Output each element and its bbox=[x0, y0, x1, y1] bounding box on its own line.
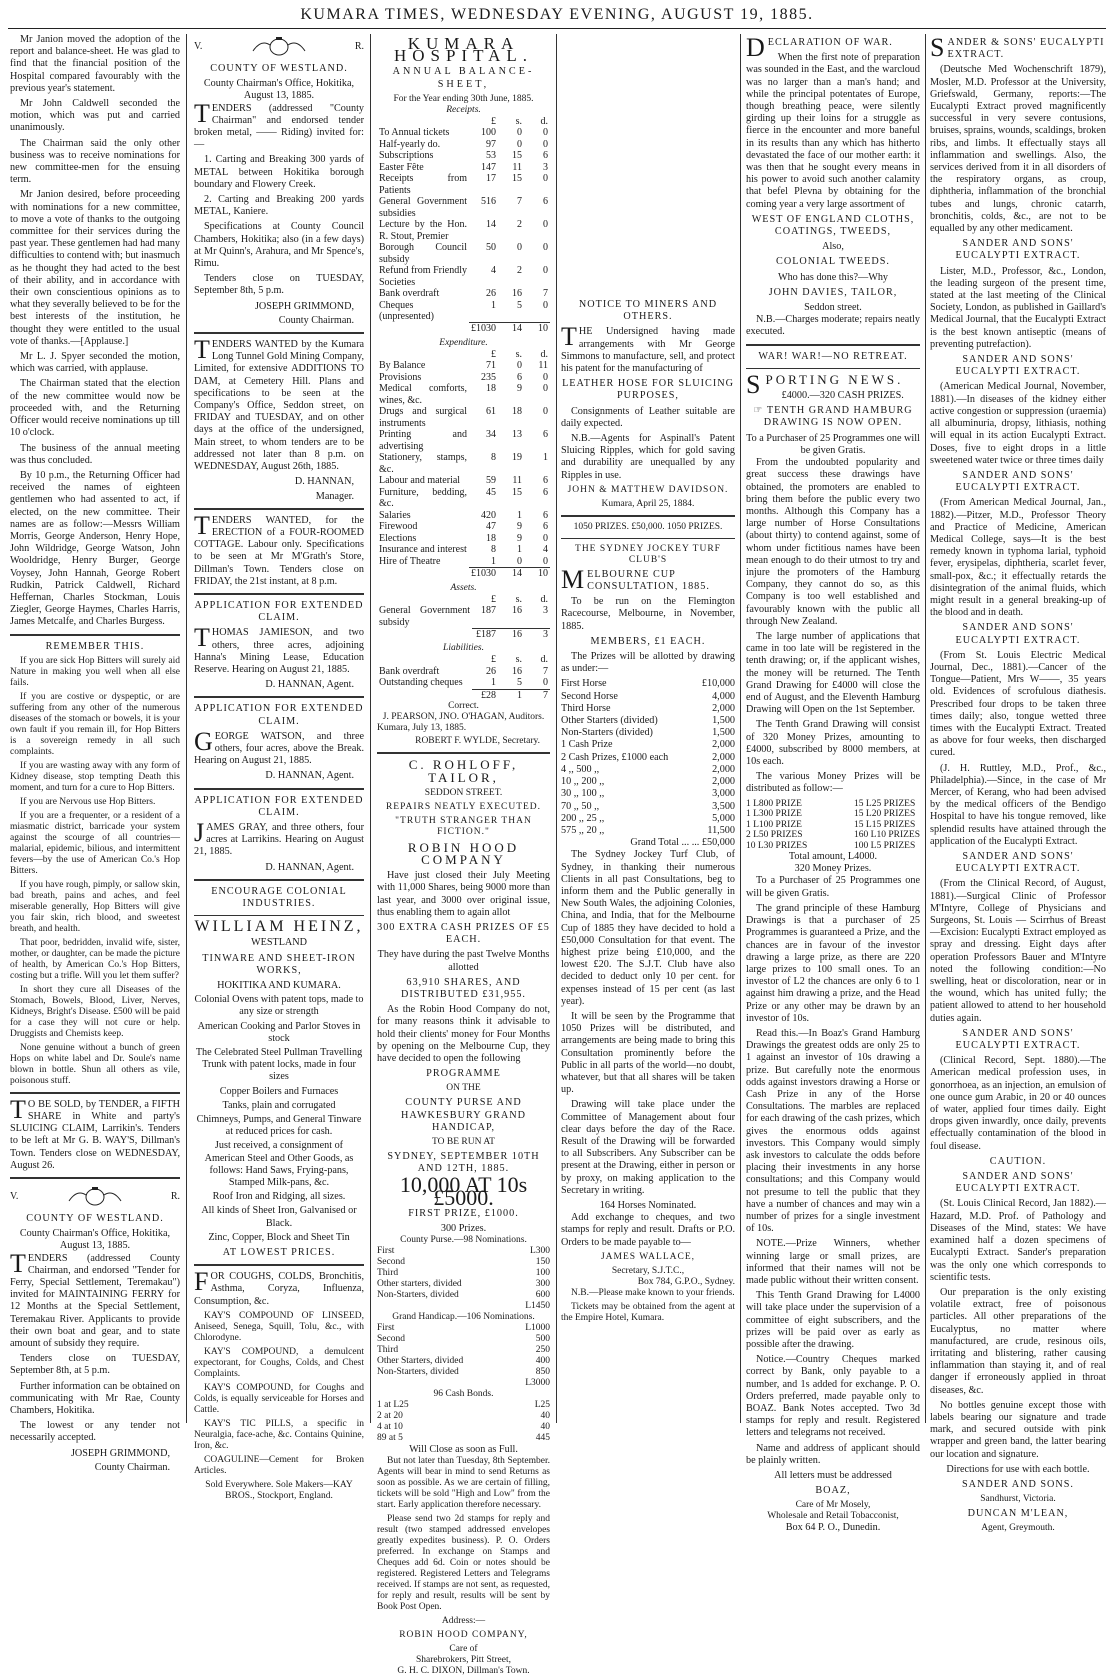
table-row: General Government subsidy 187 16 3 bbox=[379, 605, 548, 628]
column-6 bbox=[930, 33, 1106, 1534]
table-row: Salaries 420 1 6 bbox=[379, 509, 548, 521]
heinz-item: The Celebrated Steel Pullman Travelling Trunk with patent locks, made in four sizes bbox=[195, 1047, 363, 1083]
receipts-table bbox=[377, 116, 550, 335]
programme: PROGRAMME bbox=[426, 1068, 501, 1080]
assets-table bbox=[377, 594, 550, 641]
signature-title: County Chairman. bbox=[94, 1461, 170, 1473]
list-item: Other Starters (divided) 1,500 bbox=[561, 715, 735, 727]
list-item: 89 at 5 445 bbox=[377, 1433, 550, 1444]
list-item: 4 ,, 500 ,, 2,000 bbox=[561, 763, 735, 775]
kays-item: COAGULINE—Cement for Broken Articles. bbox=[194, 1454, 364, 1476]
sporting: SPORTING NEWS. bbox=[746, 369, 904, 399]
heinz-item: Chimneys, Pumps, and General Tinware at reduced prices for cash. bbox=[196, 1114, 362, 1138]
list-item: First Horse £10,000 bbox=[561, 678, 735, 690]
war-body: When the first note of preparation was sounded in the East, and the warcloud was no larger than a man's hand; and while the principal potentates of Europe, though breathing peace, were silently girding up their loins for a struggle as fierce in the encounter and more baneful in its results than any which has hitherto devastated the face of our mother earth: it was then that he sought every means in his power to avoid such another calamity that befel Plevna by obtaining for the coming year a very large assortment of bbox=[746, 52, 920, 210]
list-item: 200 ,, 25 ,, 5,000 bbox=[561, 812, 735, 824]
mlean-agent: Agent, Greymouth. bbox=[981, 1523, 1055, 1534]
remember-paragraph: If you are sick Hop Bitters will surely aid Nature in making you well when all else fails. bbox=[10, 655, 180, 688]
table-row: Drugs and surgical instruments 61 18 0 bbox=[379, 406, 548, 429]
sander-p2: Lister, M.D., Professor, &c., London, the leading surgeon of the present time, stated at the last meeting of the Clinical Society, London, as published in Gaillard's Medical Journal, that the Eucalypti Extract is the best known antiseptic (means of preventing putrefaction). bbox=[930, 265, 1106, 350]
office-line: County Chairman's Office, Hokitika, August 13, 1885. bbox=[203, 78, 355, 102]
robin-who: Sharebrokers, Pitt Street, bbox=[416, 1655, 511, 1666]
list-item: 1 at L25 L25 bbox=[377, 1400, 550, 1411]
close-full: Will Close as soon as Full. bbox=[409, 1444, 518, 1456]
report-paragraph: The business of the annual meeting was thus concluded. bbox=[10, 442, 180, 466]
cp-total: L1450 bbox=[525, 1301, 550, 1312]
kays-item: KAY'S TIC PILLS, a specific in Neuralgia, face-ache, &c. Contains Quinine, Iron, &c. bbox=[194, 1418, 364, 1451]
spec: Specifications at County Council Chambers, Hokitika; also (in a few days) at Mr Quinn's, Arahura, and Mr Spence's, Rimu. bbox=[194, 221, 364, 270]
list-item: Other Starters, divided 400 bbox=[377, 1356, 550, 1367]
application-2: GEORGE WATSON, and three others, four acres, above the Break. Hearing on August 21, 1885. bbox=[194, 726, 364, 767]
table-row: Printing and advertising 34 13 6 bbox=[379, 429, 548, 452]
kays-makers: Sold Everywhere. Sole Makers—KAY BROS., Stockport, England. bbox=[205, 1479, 353, 1501]
table-row: Lecture by the Hon. R. Stout, Premier 14 2 0 bbox=[379, 219, 548, 242]
who: Who has done this?—Why bbox=[777, 271, 889, 283]
wallace-sec: Secretary, S.J.T.C., bbox=[611, 1265, 685, 1276]
to-be-run: TO BE RUN AT bbox=[432, 1136, 495, 1147]
application-1: THOMAS JAMIESON, and two others, three acres, adjoining Hanna's Mining Lease, Education Reserve. Hearing on August 21, 1885. bbox=[194, 623, 364, 675]
list-item: First L300 bbox=[377, 1246, 550, 1257]
sander-p5: (From St. Louis Electric Medical Journal, Dec., 1881).—Cancer of the Tongue—Patient, Mrs W——, 35 years old. Evidences of scrofulous diathesis. Prescribed four drops to be taken three times daily; also, tongue wetted three times with the Eucalypti Extract. Treated as above for four weeks, then discharged cured. bbox=[930, 649, 1106, 759]
expenditure-heading: Expenditure. bbox=[439, 337, 488, 348]
extra-prizes: 300 EXTRA CASH PRIZES OF £5 EACH. bbox=[377, 921, 550, 946]
ferry-lowest: The lowest or any tender not necessarily accepted. bbox=[10, 1420, 180, 1444]
table-row: To Annual tickets 100 0 0 bbox=[379, 127, 548, 139]
tenth: The Tenth Grand Drawing will consist of 320 Money Prizes, amounting to £4000, subscribed by 8000 members, at 10s each. bbox=[746, 719, 920, 767]
application-title: APPLICATION FOR EXTENDED CLAIM. bbox=[194, 599, 364, 624]
county-purse: COUNTY PURSE AND HAWKESBURY GRAND HANDICAP, bbox=[401, 1097, 526, 1133]
horses: 164 Horses Nominated. bbox=[599, 1200, 697, 1211]
robin-hood-title: ROBIN HOOD COMPANY bbox=[407, 839, 520, 867]
ferry-tender: TENDERS (addressed County Chairman, and endorsed "Tender for Ferry, Special Settlement, Teremakau") invited for MAINTAINING FERRY for 12 Months at the Special Settlement, Teremakau River. Applicants to provide their own boat and gear, and to state amount of subsidy they require. bbox=[10, 1248, 180, 1349]
address-label: Address:— bbox=[441, 1616, 486, 1627]
gh-list bbox=[377, 1323, 550, 1378]
report-paragraph: Mr John Caldwell seconded the motion, which was put and carried unanimously. bbox=[10, 98, 180, 134]
consign: Consignments of Leather suitable are daily expected. bbox=[561, 405, 735, 429]
prize-item: 1 L800 PRIZE bbox=[746, 798, 802, 809]
sander-h6: SANDER AND SONS' EUCALYPTI EXTRACT. bbox=[955, 851, 1081, 875]
county-heading: COUNTY OF WESTLAND. bbox=[210, 63, 348, 74]
heinz-items bbox=[194, 994, 364, 1244]
aspinall: N.B.—Agents for Aspinall's Patent Sluicing Ripples, which for gold saving and durability are unequalled by any Ripples in use. bbox=[561, 433, 735, 481]
remember-paragraph: If you are wasting away with any form of Kidney disease, stop tempting Death this moment, and turn for a cure to Hop Bitters. bbox=[10, 760, 180, 793]
table-row: Bank overdraft 26 16 7 bbox=[379, 665, 548, 677]
sander-p3: (American Medical Journal, November, 1881).—In diseases of the kidney either active congestion or suppression (uraemia) all albuminuria, dropsy, lithiasis, nothing will equal in its action Eucalypti Extract. Doses, five to eight drops in a little sweetened water twice or three times daily bbox=[930, 381, 1106, 466]
royal-crest-icon bbox=[65, 1187, 125, 1207]
table-row: Labour and material 59 11 6 bbox=[379, 475, 548, 487]
boaz-care: Care of Mr Mosely, bbox=[795, 1500, 871, 1511]
purchaser2: To a Purchaser of 25 Programmes one will be given Gratis. bbox=[746, 875, 920, 899]
table-row: Furniture, bedding, &c. 45 15 6 bbox=[379, 486, 548, 510]
application-3: JAMES GRAY, and three others, four acres at Larrikins. Hearing on August 21, 1885. bbox=[194, 817, 364, 858]
heinz-item: Tanks, plain and corrugated bbox=[222, 1099, 336, 1111]
heinz-item: Roof Iron and Ridging, all sizes. bbox=[212, 1191, 346, 1203]
list-item: Third Horse 2,000 bbox=[561, 702, 735, 714]
application-title: APPLICATION FOR EXTENDED CLAIM. bbox=[194, 703, 364, 727]
report-paragraph: Mr Janion desired, before proceeding with nominations for a new committee, to move a vote of thanks to the outgoing committee for their services during the past year. These gentlemen had had many difficulties to contend with; but inasmuch as he thought they had acted to the best of their ability, and in accordance with their own conscientious opinions as to what they severally believed to be for the best interests of the institution, he thought they were entitled to the usual vote of thanks.—[Applause.] bbox=[10, 189, 180, 347]
table-row: By Balance 71 0 11 bbox=[379, 360, 548, 372]
sander-h7: SANDER AND SONS' EUCALYPTI EXTRACT. bbox=[955, 1027, 1081, 1052]
report-paragraph: By 10 p.m., the Returning Officer had received the names of eighteen gentlemen who had assented to act, if elected, on the new committee. Their names are as follow:—Messrs William Morris, George Anderson, Henry Hope, John Wildridge, George Watson, John Wooldridge, Henry Burger, George Voysey, John Hannah, George Robert Rudkin, Patrick Caldwell, Richard Heffernan, Charles Stockman, Louis Ziegler, George Haymes, Charles Harris, James Metcalfe, and Charles Burgess. bbox=[10, 469, 180, 628]
heinz-item: American Cooking and Parlor Stoves in stock bbox=[197, 1020, 361, 1044]
table-row: Half-yearly do. 97 0 0 bbox=[379, 138, 548, 150]
prize-grid bbox=[746, 799, 920, 852]
prize-item: 15 L25 PRIZES bbox=[854, 798, 916, 809]
davidson-date: Kumara, April 25, 1884. bbox=[601, 498, 695, 509]
sander-h4: SANDER AND SONS' EUCALYPTI EXTRACT. bbox=[955, 469, 1081, 494]
remember-paragraph: If you are Nervous use Hop Bitters. bbox=[20, 796, 156, 807]
report-paragraph: Mr Janion moved the adoption of the report and balance-sheet. He was glad to find that the financial position of the Hospital compared favourably with the previous year's statement. bbox=[10, 34, 180, 94]
repairs: REPAIRS NEATLY EXECUTED. bbox=[385, 801, 542, 812]
signature: D. HANNAN, bbox=[294, 476, 354, 488]
sydney-date: SYDNEY, SEPTEMBER 10TH AND 12TH, 1885. bbox=[387, 1150, 540, 1175]
war-title: DECLARATION OF WAR. bbox=[746, 33, 893, 62]
table-row: Outstanding cheques 1 5 0 bbox=[379, 677, 548, 689]
warwar: WAR! WAR!—NO RETREAT. bbox=[758, 350, 908, 362]
sander-p1: (Deutsche Med Wochenschrift 1879), Mosler, M.D. Professor at the University, Griefswald, Germany, reports:—The Eucalypti Extract proved magnificently successful in very severe contusions, bruises, sprains, wounds, scaldings, broken ribs, and limbs. It effectually stays all inflammation and swellings. Also, the services derived from it in all disorders of the respiratory organs, as croup, diphtheria, inflammation of the bronchial tubes and lungs, chronic catarrh, bronchitis, colds, &c., are not to be equalled by any other medicament. bbox=[930, 64, 1106, 235]
rohloff-street: SEDDON STREET. bbox=[424, 787, 503, 798]
sander-h3: SANDER AND SONS' EUCALYPTI EXTRACT. bbox=[955, 354, 1081, 378]
table-row: Stationery, stamps, &c. 8 19 1 bbox=[379, 452, 548, 475]
boaz-trade: Wholesale and Retail Tobacconist, bbox=[767, 1511, 899, 1522]
tender-item: 2. Carting and Breaking 200 yards METAL, Kaniere. bbox=[194, 194, 364, 218]
sander-title: SANDER & SONS' EUCALYPTI EXTRACT. bbox=[930, 33, 1105, 62]
table-row: Borough Council subsidy 50 0 0 bbox=[379, 242, 548, 265]
table-row: Medical comforts, wines, &c. 18 9 0 bbox=[379, 383, 548, 406]
total-row: £1030 14 10 bbox=[471, 323, 548, 335]
secretary: ROBERT F. WYLDE, Secretary. bbox=[415, 736, 540, 747]
allotted: The Prizes will be allotted by drawing as under:— bbox=[561, 651, 735, 675]
mcc: MELBOURNE CUP CONSULTATION, 1885. bbox=[561, 564, 710, 594]
table-row: Subscriptions 53 15 6 bbox=[379, 150, 548, 162]
truth-heading: "TRUTH STRANGER THAN FICTION." bbox=[395, 815, 532, 837]
close-body: But not later than Tuesday, 8th September. Agents will bear in mind to send Returns as soon as possible. As we are certain of filling, tickets will be sold "High and Low" from the start. Early application therefore necessary. bbox=[377, 1456, 550, 1511]
wallace-box: Box 784, G.P.O., Sydney. bbox=[637, 1276, 735, 1287]
heinz-item: All kinds of Sheet Iron, Galvanised or Black. bbox=[201, 1205, 357, 1229]
table-row: Firewood 47 9 6 bbox=[379, 521, 548, 533]
prize-item: 15 L20 PRIZES bbox=[854, 809, 916, 820]
report-paragraph: The Chairman stated that the election of the new committee would now be proceeded with, and the Returning Officer would receive nominations up till 10 o'clock. bbox=[10, 378, 180, 439]
tender-item: 1. Carting and Breaking 300 yards of METAL between Hokitika borough boundary and Flowery Creek. bbox=[194, 154, 364, 190]
lsd-header: £ s. d. bbox=[491, 348, 548, 360]
ferry-close: Tenders close on TUESDAY, September 8th, at 5 p.m. bbox=[10, 1353, 180, 1377]
heinz-works: TINWARE AND SHEET-IRON WORKS, bbox=[202, 952, 356, 976]
signature-title: County Chairman. bbox=[278, 314, 354, 326]
column-3 bbox=[377, 34, 550, 1677]
encourage-heading: ENCOURAGE COLONIAL INDUSTRIES. bbox=[211, 885, 347, 909]
table-row: Cheques (unpresented) 1 5 0 bbox=[379, 299, 548, 323]
total-row: £28 1 7 bbox=[377, 689, 550, 701]
crest-row: V. R. bbox=[10, 1184, 180, 1210]
prize-item: 10 L30 PRIZES bbox=[746, 840, 808, 851]
notice-title: NOTICE TO MINERS AND OTHERS. bbox=[578, 299, 718, 323]
table-row: Elections 18 9 0 bbox=[379, 532, 548, 544]
auditors: J. PEARSON, JNO. O'HAGAN, Auditors. bbox=[382, 712, 545, 723]
sander-p10: No bottles genuine except those with labels bearing our signature and trade mark, and secured outside with pink wrapper and green band, the latter bearing our location and signature. bbox=[930, 1399, 1106, 1460]
gh-total: L3000 bbox=[525, 1378, 550, 1389]
applications: The large number of applications that came in too late will be registered in the tenth drawing; or, if the applicant wishes, the money will be returned. The Tenth Grand Drawing for £4000 will close the end of August, and the Eleventh Hamburg Drawing will Open on the 1st September. bbox=[746, 630, 920, 716]
column-divider bbox=[556, 34, 557, 1423]
cash-4000: £4000.—320 CASH PRIZES. bbox=[781, 390, 904, 402]
purchaser: To a Purchaser of 25 Programmes one will be given Gratis. bbox=[746, 432, 920, 456]
robin-address: ROBIN HOOD COMPANY, bbox=[399, 1630, 528, 1641]
column-divider bbox=[925, 34, 926, 1423]
receipts-heading: Receipts. bbox=[446, 104, 481, 115]
prize-item: 160 L10 PRIZES bbox=[854, 830, 920, 841]
remember-paragraph: None genuine without a bunch of green Hops on white label and Dr. Soule's name blown in bottle. Shun all others as vile, poisonous stuff. bbox=[10, 1042, 180, 1086]
column-5 bbox=[746, 33, 920, 1534]
lsd-header: £ s. d. bbox=[491, 593, 548, 605]
directions: Directions for use with each bottle. bbox=[946, 1463, 1090, 1475]
sander-p9: Our preparation is the only existing volatile extract, free of poisonous particles. All other preparations of the Eucalyptus, no matter where manufactured, are crude, resinous oils, irritating and blistering, rather causing inflammation than staying it, and of real danger if erroneously applied in throat diseases, &c. bbox=[930, 1286, 1106, 1396]
note: NOTE.—Prize Winners, whether winning large or small prizes, are informed that their names will not be made public without their written consent. bbox=[746, 1238, 920, 1286]
column-2 bbox=[194, 34, 364, 1501]
cloths: WEST OF ENGLAND CLOTHS, COATINGS, TWEEDS, bbox=[751, 213, 915, 238]
cp-title: County Purse.—98 Nominations. bbox=[400, 1235, 527, 1246]
various: The various Money Prizes will be distributed as follow:— bbox=[746, 771, 920, 795]
sander-h8: SANDER AND SONS' EUCALYPTI EXTRACT. bbox=[955, 1171, 1081, 1195]
davies-street: Seddon street. bbox=[804, 302, 862, 314]
report-paragraph: Mr L. J. Spyer seconded the motion, which was carried, with applause. bbox=[10, 351, 180, 375]
tickets: Tickets may be obtained from the agent at the Empire Hotel, Kumara. bbox=[561, 1301, 735, 1323]
list-item: 2 at 20 40 bbox=[377, 1411, 550, 1422]
agent: D. HANNAN, Agent. bbox=[265, 770, 354, 782]
list-item: 30 ,, 100 ,, 3,000 bbox=[561, 788, 735, 800]
prize-item: 1 L300 PRIZE bbox=[746, 809, 802, 820]
sydney-seen: It will be seen by the Programme that 1050 Prizes will be distributed, and arrangements are being made to bring this Consultation prominently before the Public in all parts of the world—no doubt, whatever, but that all shares will be taken up. bbox=[561, 1010, 735, 1096]
stamps: Please send two 2d stamps for reply and result (two stamped addressed envelopes greatly expedites business). P. O. Orders preferred. In exchange on Stamps and Cheques add 6d. Coin or notes should be registered. Registered Letters and Telegrams received. If stamps are not sent, as requested, for reply and result, results will be sent by Book Post Open. bbox=[377, 1514, 550, 1613]
sydney-body: The Sydney Jockey Turf Club, of Sydney, in thanking their numerous Clients in all past Consultations, beg to inform them and the Public generally in New South Wales, the adjoining Colonies, China, and India, that for the Melbourne Cup of 1885 they have decided to hold a £50,000 Consultation for that event. The highest prize being £10,000, and the lowest £20. The S.J.T. Club have also decided to deduct only 10 per cent. for expenses instead of 15 per cent (as last year). bbox=[561, 849, 735, 1007]
signature-title: Manager. bbox=[315, 490, 354, 502]
agent: D. HANNAN, Agent. bbox=[265, 861, 354, 873]
column-divider bbox=[186, 34, 187, 1423]
agent: D. HANNAN, Agent. bbox=[265, 679, 354, 691]
heinz-item: Colonial Ovens with patent tops, made to any size or strength bbox=[194, 994, 364, 1018]
remember-paragraph: If you are costive or dyspeptic, or are suffering from any other of the numerous diseases of the stomach or bowels, it is your own fault if you remain ill, for Hop Bitters is a sovereign remedy in all such complaints. bbox=[10, 691, 180, 757]
crest-row: V. R. bbox=[194, 34, 364, 60]
members: MEMBERS, £1 EACH. bbox=[590, 635, 706, 647]
county-heading: COUNTY OF WESTLAND. bbox=[26, 1212, 164, 1224]
assets-heading: Assets. bbox=[450, 582, 477, 593]
list-item: Non-Starters, divided 600 bbox=[377, 1290, 550, 1301]
list-item: 1 Cash Prize 2,000 bbox=[561, 739, 735, 751]
nb2: N.B.—Please make known to your friends. bbox=[571, 1287, 735, 1298]
letters: All letters must be addressed bbox=[774, 1470, 892, 1482]
list-item: First L1000 bbox=[377, 1323, 550, 1334]
column-4 bbox=[561, 34, 735, 1423]
caution: CAUTION. bbox=[989, 1155, 1047, 1167]
on-the: ON THE bbox=[446, 1083, 481, 1094]
list-item: Third 100 bbox=[377, 1268, 550, 1279]
list-item: Non-Starters, divided 850 bbox=[377, 1367, 550, 1378]
allotted: They have during the past Twelve Months allotted bbox=[377, 949, 550, 973]
balance-title: ANNUAL BALANCE-SHEET, bbox=[392, 66, 535, 90]
heinz-place: WESTLAND bbox=[250, 937, 308, 949]
sander-sig: SANDER AND SONS. bbox=[962, 1478, 1074, 1490]
total-row: £187 16 3 bbox=[377, 628, 550, 640]
prize-item: 2 L50 PRIZES bbox=[746, 830, 803, 841]
remember-paragraph: If you are a frequenter, or a resident of a miasmatic district, barricade your system against the scourge of all countries—malarial, epidemic, bilious, and intermittent fevers—by the use of American Co.'s Hop Bitters. bbox=[10, 810, 180, 876]
masthead: KUMARA TIMES, WEDNESDAY EVENING, AUGUST 19, 1885. bbox=[300, 6, 814, 23]
meeting-report bbox=[10, 34, 180, 629]
robin-body: Have just closed their July Meeting with 11,000 Shares, being 9000 more than last year, and 3000 over original issue, thus enabling them to again allot bbox=[377, 870, 550, 918]
exchange: Add exchange to cheques, and two stamps for reply and result. Drafts or P.O. Orders to be made payable to— bbox=[561, 1212, 735, 1248]
table-row: Bank overdraft 26 16 7 bbox=[379, 288, 548, 300]
table-row: Hire of Theatre 1 0 0 bbox=[379, 555, 548, 567]
prizes-300: 300 Prizes. bbox=[440, 1223, 487, 1234]
balance-date: Kumara, July 13, 1885. bbox=[377, 723, 467, 734]
heinz-item: Just received, a consignment of American Steel and Other Goods, as follows: Hand Saws, Frying-pans, Stamped Milk-pans, &c. bbox=[204, 1140, 354, 1189]
first-prize: FIRST PRIZE, £1000. bbox=[408, 1207, 519, 1219]
hamburg: ☞ TENTH GRAND HAMBURG DRAWING IS NOW OPEN. bbox=[753, 405, 913, 429]
bonds-list bbox=[377, 1400, 550, 1444]
table-row: Easter Fête 147 11 3 bbox=[379, 161, 548, 173]
charges: N.B.—Charges moderate; repairs neatly executed. bbox=[746, 314, 920, 338]
heinz-item: Copper Boilers and Furnaces bbox=[219, 1085, 339, 1097]
tunnel-tender: TENDERS WANTED by the Kumara Long Tunnel Gold Mining Company, Limited, for extensive ADDITIONS TO DAM, at Cemetery Hill. Plans and specifications to be seen at the Company's Office, Seddon street, on FRIDAY and TUESDAY, and on other days at the office of the undersigned, Main street, to whom tenders are to be addressed not later than 8 p.m. on WEDNESDAY, August 26th, 1885. bbox=[194, 335, 364, 473]
metal-tender: TENDERS (addressed "County Chairman" and endorsed tender broken metal, —— Riding) invited for:— bbox=[194, 98, 364, 151]
hospital-title: KUMARA HOSPITAL. bbox=[393, 34, 534, 66]
balance-sub: For the Year ending 30th June, 1885. bbox=[393, 93, 534, 104]
ferry-info: Further information can be obtained on communicating with Mr Rae, County Chambers, Hokitika. bbox=[10, 1380, 180, 1417]
mlean: DUNCAN M'LEAN, bbox=[967, 1508, 1069, 1520]
sandhurst: Sandhurst, Victoria. bbox=[980, 1494, 1056, 1505]
boaz-box: Box 64 P. O., Dunedin. bbox=[785, 1522, 881, 1534]
heinz-name: WILLIAM HEINZ, bbox=[194, 918, 364, 936]
notice-body: THE Undersigned having made arrangements with Mr George Simmons to manufacture, sell, and protect his patent for the manufacturing of bbox=[561, 322, 735, 375]
list-item: Non-Starters (divided) 1,500 bbox=[561, 727, 735, 739]
list-item: Other starters, divided 300 bbox=[377, 1279, 550, 1290]
bonds-title: 96 Cash Bonds. bbox=[433, 1389, 494, 1400]
colonial: COLONIAL TWEEDS. bbox=[776, 256, 890, 268]
liabilities-heading: Liabilities. bbox=[443, 643, 484, 654]
column-divider bbox=[740, 34, 741, 1423]
sander-h2: SANDER AND SONS' EUCALYPTI EXTRACT. bbox=[955, 238, 1081, 262]
davidson: JOHN & MATTHEW DAVIDSON. bbox=[567, 484, 729, 495]
expenditure-table bbox=[377, 349, 550, 580]
signature: JOSEPH GRIMMOND, bbox=[254, 300, 354, 312]
rohloff: C. ROHLOFF, TAILOR, bbox=[408, 757, 519, 785]
gh-title: Grand Handicap.—106 Nominations. bbox=[392, 1312, 535, 1323]
total-row: £1030 14 10 bbox=[471, 568, 548, 580]
list-item: 70 ,, 50 ,, 3,500 bbox=[561, 800, 735, 812]
prize-item: 1 L100 PRIZE bbox=[746, 819, 802, 830]
boaz: BOAZ, bbox=[815, 1485, 851, 1497]
liabilities-table bbox=[377, 654, 550, 701]
list-item: 2 Cash Prizes, £1000 each 2,000 bbox=[561, 751, 735, 763]
remember-paragraph: That poor, bedridden, invalid wife, sister, mother, or daughter, can be made the picture of health, by American Co.'s Hop Bitters, costing but a trifle. Will you let them suffer? bbox=[10, 937, 180, 981]
tender-items bbox=[194, 154, 364, 218]
report-paragraph: The Chairman said the only other business was to receive nominations for new committee-men for the ensuing term. bbox=[10, 137, 180, 186]
total: Total amount, L4000. bbox=[788, 851, 878, 863]
signature: JOSEPH GRIMMOND, bbox=[70, 1447, 170, 1459]
leather-hose: LEATHER HOSE FOR SLUICING PURPOSES, bbox=[562, 378, 734, 402]
remember-paragraph: In short they cure all Diseases of the Stomach, Bowels, Blood, Liver, Nerves, Kidneys, Bright's Disease. £500 will be paid for a case they will not cure or help. Druggists and Chemists keep. bbox=[10, 984, 180, 1039]
table-row: General Government subsidies 516 7 6 bbox=[379, 196, 548, 219]
grand-total: Grand Total ... ... £50,000 bbox=[630, 837, 735, 849]
column-divider bbox=[370, 34, 371, 1423]
sander-p8: (St. Louis Clinical Record, Jan 1882).—Hazard, M.D. Prof. of Pathology and Diseases of the Mind, states: We have examined half a dozen specimens of Eucalypti Extract. Sander's preparation was the only one which corresponds to scientific tests. bbox=[930, 1198, 1106, 1283]
sander-p6: (From the Clinical Record, of August, 1881).—Surgical Clinic of Professor M'Intyre, College of Physicians and Surgeons, St. Louis — Scirrhus of Breast—Excision: Eucalypti Extract employed as spray and dressing. Eight days after operation Professors Bauer and M'Intyre noted the following condition:—No swelling, heat or discoloration, near or in the wound, which has united fully; the patient allowed to attend to her household duties again. bbox=[930, 878, 1106, 1024]
cottage-tender: TENDERS WANTED, for the ERECTION of a FOUR-ROOMED COTTAGE. Labour only. Specifications to be seen at Mr M'Grath's Store, Dillman's Town. Tenders close on FRIDAY, the 21st instant, at 8 p.m. bbox=[194, 510, 364, 587]
money-320: 320 Money Prizes. bbox=[794, 863, 872, 875]
kays-item: KAY'S COMPOUND, a demulcent expectorant, for Coughs, Colds, and Chest Complaints. bbox=[194, 1346, 364, 1379]
pointing-hand-icon: ☞ bbox=[753, 405, 767, 417]
table-row: Insurance and interest 8 1 4 bbox=[379, 544, 548, 556]
notice: Notice.—Country Cheques marked correct by Bank, only payable to a number, and 1s added for exchange. P. O. Orders preferred, made payable only to BOAZ. Bank Notes accepted. Two 3d stamps for reply and result. Registered letters and telegrams not received. bbox=[746, 1354, 920, 1439]
list-item: Second 150 bbox=[377, 1257, 550, 1268]
table-row: Refund from Friendly Societies 4 2 0 bbox=[379, 265, 548, 288]
robin-box: G. H. C. DIXON, Dillman's Town. bbox=[397, 1666, 530, 1677]
mcc-run: To be run on the Flemington Racecourse, Melbourne, in November, 1885. bbox=[561, 596, 735, 632]
kays-item: KAY'S COMPOUND OF LINSEED, Aniseed, Senega, Squill, Tolu, &c., with Chlorodyne. bbox=[194, 1310, 364, 1343]
also: Also, bbox=[822, 241, 844, 253]
table-row: Receipts from Patients 17 15 0 bbox=[379, 173, 548, 196]
sjtc: THE SYDNEY JOCKEY TURF CLUB'S bbox=[575, 543, 721, 565]
read: Read this.—In Boaz's Grand Hamburg Drawings the greatest odds are only 25 to 1 against an investor of 10s drawing a prize. But carefully note the enormous odds against investors drawing a Horse or Cash Prize in any of the Horse Consultations. The marbles are replaced for each drawing of the cash prizes, which gives the enormous odds against investors. This Company would simply ask investors to calculate the odds before placing their investments in any horse consultations; and this Company would not presume to tell the public that they have a number of chances and may win a number of prizes for a single investment of 10s. bbox=[746, 1027, 920, 1235]
royal-crest-icon bbox=[249, 37, 309, 57]
heinz-item: Zinc, Copper, Block and Sheet Tin bbox=[208, 1231, 350, 1243]
prize-list bbox=[561, 678, 735, 837]
remember-title: REMEMBER THIS. bbox=[45, 640, 145, 652]
sander-h5: SANDER AND SONS' EUCALYPTI EXTRACT. bbox=[955, 622, 1081, 646]
robin-care: Care of bbox=[449, 1644, 478, 1655]
sander-p7: (Clinical Record, Sept. 1880).—The American medical profession uses, in gonorrhoea, as an injection, an emulsion of one ounce gum Arabic, in 20 or 40 ounces of water, applied four times daily. Eight drops given inwardly, once daily, prevents effectually contamination of the blood in foul disease. bbox=[930, 1055, 1106, 1152]
draw4000: This Tenth Grand Drawing for L4000 will take place under the supervision of a committee of eight subscribers, and the prizes will be paid over as early as possible after the drawing. bbox=[746, 1290, 920, 1350]
cp-list bbox=[377, 1246, 550, 1301]
davies: JOHN DAVIES, TAILOR, bbox=[768, 286, 898, 298]
table-row: Provisions 235 6 0 bbox=[379, 371, 548, 383]
popularity: From the undoubted popularity and great success these drawings have obtained, the promoters are enabled to bring them before the public every two months. Although this Company has a large number of Horse Consultations (about thirty) to contend against, some of whom under fictitious names have been mean enough to do their utmost to try and injure the promoters of the Hamburg Company, they cannot do so, as this Company is too well established and favourably known with the public all through New Zealand. bbox=[746, 457, 920, 627]
correct: Correct. bbox=[448, 701, 479, 712]
heinz-lowest: AT LOWEST PRICES. bbox=[222, 1247, 336, 1259]
lsd-header: £ s. d. bbox=[491, 115, 548, 127]
close: Tenders close on TUESDAY, September 8th, 5 p.m. bbox=[194, 273, 364, 297]
kays-ads bbox=[194, 1311, 364, 1477]
list-item: Second Horse 4,000 bbox=[561, 690, 735, 702]
list-item: Third 250 bbox=[377, 1345, 550, 1356]
sander-p4: (From American Medical Journal, Jan., 1882).—Pitzer, M.D., Professor Theory and Practice of Medicine, American Medical College, says—It is the best remedy known in typhoma larial, typhoid fever, erysipelas, diphtheria, scarlet fever, small-pox, &c.; it effectually retards the disintegration of the animal fluids, which might result in a general breaking-up of the blood and in death. bbox=[930, 497, 1106, 619]
prize-item: 100 L5 PRIZES bbox=[854, 840, 916, 851]
hop-bitters-ad bbox=[10, 656, 180, 1087]
robin-p: As the Robin Hood Company do not, for many reasons think it advisable to hold their clients' money for Four Months by opening on the Melbourne Cup, they have decided to open the following bbox=[377, 1004, 550, 1064]
list-item: 4 at 10 40 bbox=[377, 1422, 550, 1433]
application-title: APPLICATION FOR EXTENDED CLAIM. bbox=[194, 794, 364, 818]
masthead-rule bbox=[8, 28, 1106, 29]
column-1 bbox=[10, 34, 180, 1473]
heinz-town: HOKITIKA AND KUMARA. bbox=[217, 980, 341, 991]
list-item: 575 ,, 20 ,, 11,500 bbox=[561, 824, 735, 836]
remember-paragraph: If you have rough, pimply, or sallow skin, bad breath, pains and aches, and feel miserable generally, Hop Bitters will give you fair skin, rich blood, and sweetest breath, and health. bbox=[10, 879, 180, 934]
grand: The grand principle of these Hamburg Drawings is that a purchaser of 25 Programmes is guaranteed a Prize, and the chances are in favour of the investor drawing a large prize, as there are 220 large prizes to 100 small ones. To an investor of L2 the chances are only 6 to 1 against him drawing a prize, and the Head Prize or any other may be drawn by an investor of 10s. bbox=[746, 902, 920, 1024]
kays-item: KAY'S COMPOUND, for Coughs and Colds, is equally serviceable for Horses and Cattle. bbox=[194, 1382, 364, 1415]
prize-item: 15 L15 PRIZES bbox=[854, 819, 916, 830]
wallace: JAMES WALLACE, bbox=[600, 1251, 696, 1262]
office-line: County Chairman's Office, Hokitika, August 13, 1885. bbox=[19, 1228, 171, 1252]
coughs-ad: FOR COUGHS, COLDS, Bronchitis, Asthma, Coryza, Influenza, Consumption, &c. bbox=[194, 1267, 364, 1307]
name-addr: Name and address of applicant should be plainly written. bbox=[746, 1442, 920, 1466]
tender-sale-ad: TO BE SOLD, by TENDER, a FIFTH SHARE in White and party's SLUICING CLAIM, Larrikin's. Tenders to be left at Mr G. B. WAY'S, Dillman's Town. Tenders close on WEDNESDAY, August 26. bbox=[10, 1094, 180, 1171]
shares: 63,910 SHARES, AND DISTRIBUTED £31,955. bbox=[401, 976, 526, 1000]
list-item: Second 500 bbox=[377, 1334, 550, 1345]
big-prize: 10,000 AT 10s £5000. bbox=[399, 1172, 528, 1210]
list-item: 10 ,, 200 ,, 2,000 bbox=[561, 776, 735, 788]
lsd-header: £ s. d. bbox=[491, 654, 548, 666]
sander-p5b: (J. H. Ruttley, M.D., Prof., &c., Philadelphia).—Since, in the case of Mr Mercer, of Kerang, who had been advised by the medical officers of the Bendigo Hospital to have his tongue removed, like splendid results have attained through the application of the Eucalypti Extract. bbox=[930, 762, 1106, 847]
prizes-1050: 1050 PRIZES. £50,000. 1050 PRIZES. bbox=[573, 521, 723, 532]
drawing: Drawing will take place under the Committee of Management about four clear days before the day of the Race. Result of the Drawing will be forwarded to all Subscribers. Any Subscriber can be present at the Drawing, either in person or by proxy, on making application to the Secretary in writing. bbox=[561, 1099, 735, 1196]
